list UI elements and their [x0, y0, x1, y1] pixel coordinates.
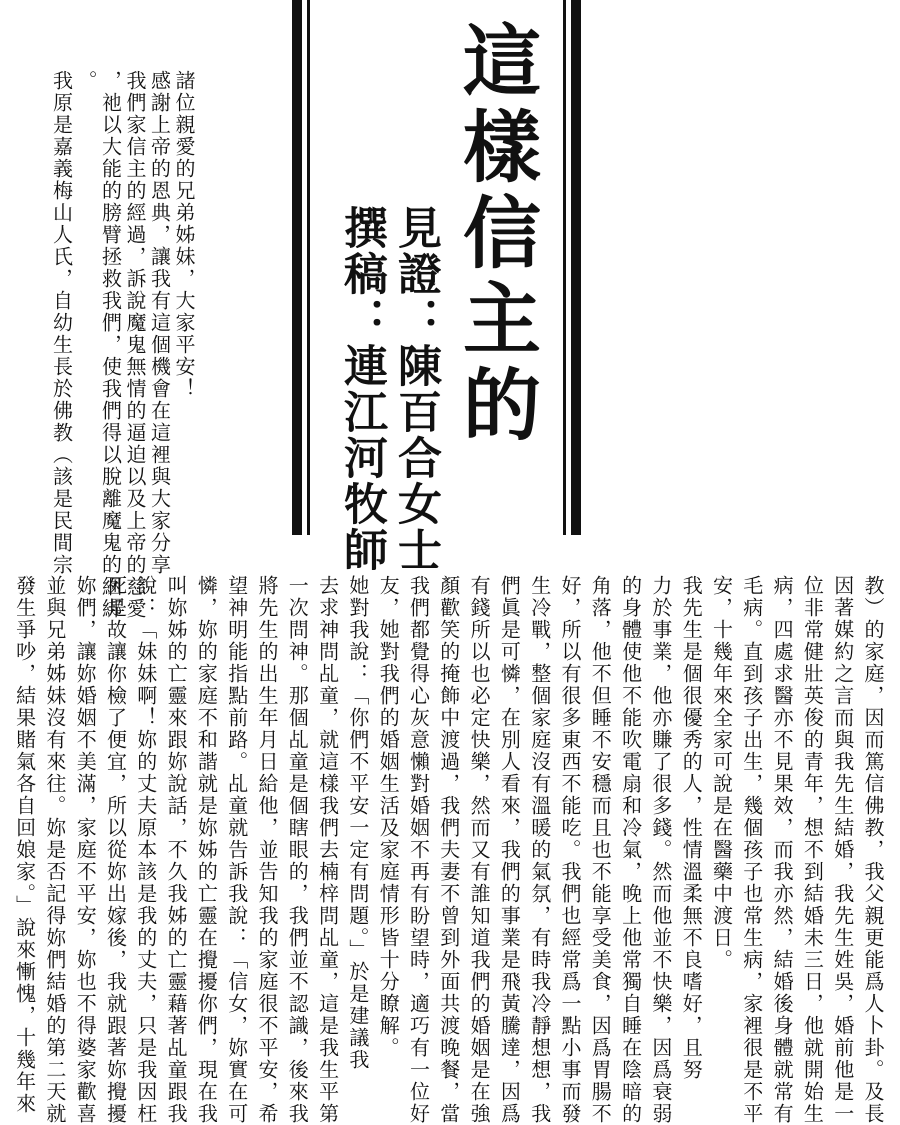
intro-text-column: 我原是嘉義梅山人氏，自幼生長於佛教（該是民間宗: [49, 70, 74, 576]
body-text-column: 她對我說：「你們不平安一定有問題。」於是建議我: [345, 575, 370, 1071]
body-text-column: 毛病。直到孩子出生，幾個孩子也常生病，家裡很是不平: [739, 575, 764, 1125]
title-rule-left-outer: [292, 0, 302, 535]
body-text-column: 們眞是可憐，在別人看來，我們的事業是飛黃騰達，因爲: [497, 575, 522, 1125]
body-text-column: 位非常健壯英俊的青年，想不到結婚未三日，他就開始生: [800, 575, 825, 1125]
body-text-column: 顏歡笑的掩飾中渡過，我們夫妻不曾到外面共渡晚餐，當: [436, 575, 461, 1125]
body-text-column: 生冷戰，整個家庭沒有溫暖的氣氛，有時我冷靜想想，我: [527, 575, 552, 1125]
body-text-column: 教）的家庭，因而篤信佛教，我父親更能爲人卜卦。及長: [861, 575, 885, 1125]
body-text-column: 好，所以有很多東西不能吃。我們也經常爲一點小事而發: [558, 575, 582, 1125]
body-text-column: 一次問神。那個乩童是個瞎眼的，我們並不認識，後來我: [285, 575, 310, 1125]
body-text-column: 力於事業，他亦賺了很多錢。然而他並不快樂，因爲衰弱: [648, 575, 673, 1125]
article-title: 這樣信主的: [450, 20, 541, 450]
intro-text-column: 感謝上帝的恩典，讓我有這個機會在這裡與大家分享: [147, 70, 172, 576]
body-text-column: 死是故讓你檢了便宜，所以從妳出嫁後，我就跟著妳攪擾: [103, 575, 128, 1125]
body-text-column: 妳們，讓妳婚姻不美滿，家庭不平安，妳也不得婆家歡喜: [73, 575, 98, 1125]
intro-text-column: 。: [74, 70, 98, 92]
body-text-column: 病，四處求醫亦不見果效，而我亦然，結婚後身體就常有: [770, 575, 795, 1125]
intro-text-column: ，祂以大能的膀臂拯救我們，使我們得以脫離魔鬼的綑綁: [98, 70, 123, 620]
body-text-column: 望神明能指點前路。乩童就告訴我說：「信女，妳實在可: [224, 575, 249, 1125]
byline-writer: 撰稿：連江河牧師: [336, 205, 387, 573]
body-text-column: 將先生的出生年月日給他，並告知我的家庭很不平安，希: [255, 575, 279, 1125]
body-text-column: 友，她對我們的婚姻生活及家庭情形皆十分瞭解。: [376, 575, 401, 1059]
intro-text-column: 我們家信主的經過，訴說魔鬼無情的逼迫以及上帝的慈愛: [123, 70, 147, 620]
body-text-column: 去求神問乩童，就這樣我們去楠梓問乩童，這是我生平第: [315, 575, 340, 1125]
title-rule-left-inner: [307, 0, 310, 535]
body-text-column: 並與兄弟姊妹沒有來往。妳是否記得妳們結婚的第二天就: [42, 575, 67, 1125]
body-text-column: 憐，妳的家庭不和諧就是妳姊的亡靈在攪擾你們，現在我: [194, 575, 219, 1125]
body-text-column: 安，十幾年來全家可說是在醫藥中渡日。: [709, 575, 734, 971]
body-text-column: 角落，他不但睡不安穩而且也不能享受美食，因爲胃腸不: [588, 575, 613, 1125]
intro-text-column: 諸位親愛的兄弟姊妹，大家平安！: [172, 70, 196, 400]
body-text-column: 說：「妹妹啊！妳的丈夫原本該是我的丈夫，只是我因枉: [133, 575, 158, 1125]
title-rule-right-inner: [563, 0, 566, 535]
body-text-column: 因著媒約之言而與我先生結婚，我先生姓吳，婚前他是一: [830, 575, 855, 1125]
body-text-column: 叫妳姊的亡靈來跟妳說話，不久我姊的亡靈藉著乩童跟我: [164, 575, 189, 1125]
body-text-column: 我們都覺得心灰意懶對婚姻不再有盼望時，適巧有一位好: [406, 575, 431, 1125]
body-text-column: 的身體使他不能吹電扇和冷氣，晚上他常獨自睡在陰暗的: [618, 575, 643, 1125]
body-text-column: 發生爭吵，結果賭氣各自回娘家。」說來慚愧，十幾年來: [12, 575, 37, 1115]
byline-witness: 見證：陳百合女士: [390, 205, 441, 573]
title-rule-right-outer: [571, 0, 581, 535]
body-text-column: 我先生是個很優秀的人，性情溫柔無不良嗜好，且努: [679, 575, 704, 1081]
body-text-column: 有錢所以也必定快樂，然而又有誰知道我們的婚姻是在強: [467, 575, 492, 1125]
